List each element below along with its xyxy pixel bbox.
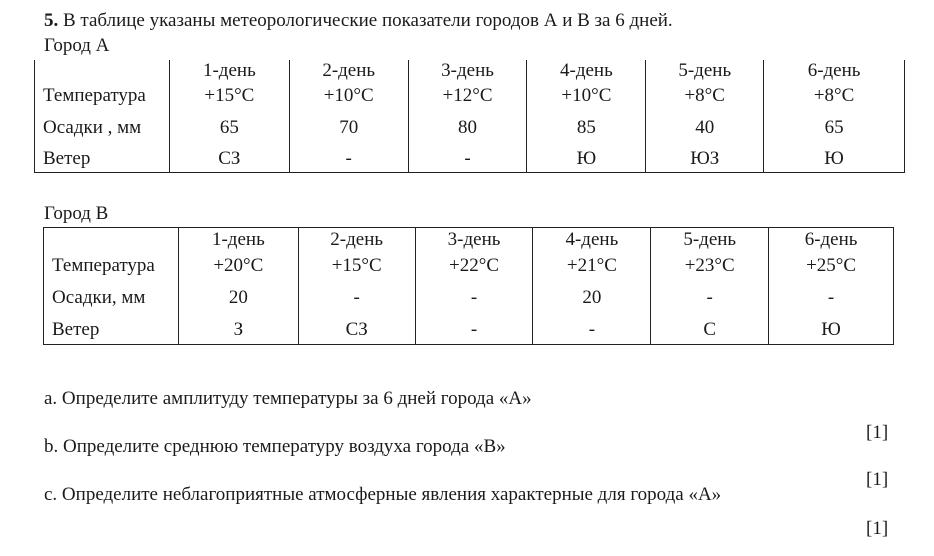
wind-label: Ветер — [35, 146, 170, 173]
temperature-cell: +25°С — [806, 255, 857, 276]
precipitation-cell: - — [651, 280, 769, 316]
table-row — [35, 146, 905, 173]
day-header: 4-день — [527, 60, 646, 82]
day-header: 3-день — [415, 228, 533, 253]
day-header: 6-день — [804, 229, 858, 250]
day-header: 3-день — [408, 60, 527, 82]
precipitation-cell: - — [827, 287, 835, 308]
precipitation-cell: 80 — [408, 110, 527, 146]
precipitation-cell: 65 — [824, 117, 844, 138]
day-header: 5-день — [651, 228, 769, 253]
precipitation-label: Осадки, мм — [44, 280, 179, 316]
precipitation-cell: 65 — [169, 110, 289, 146]
day-header: 4-день — [533, 228, 651, 253]
table-row — [35, 82, 905, 110]
question-b: b. Определите среднюю температуру воздуха города «В» — [44, 436, 506, 457]
temperature-label: Температура — [35, 82, 170, 110]
precipitation-cell: 20 — [178, 280, 298, 316]
day-header: 5-день — [646, 60, 764, 82]
wind-cell: Ю — [824, 148, 844, 169]
temperature-cell: +10°С — [289, 82, 408, 110]
city-a-title: Город А — [44, 35, 110, 56]
wind-cell: ЮЗ — [646, 146, 764, 173]
temperature-cell: +10°С — [527, 82, 646, 110]
precipitation-cell: 20 — [533, 280, 651, 316]
day-header: 1-день — [169, 60, 289, 82]
table-row — [44, 316, 894, 345]
question-c-mark: [1] — [866, 518, 889, 539]
precipitation-cell: 40 — [646, 110, 764, 146]
temperature-cell: +15°С — [298, 252, 415, 280]
precipitation-cell: - — [298, 280, 415, 316]
table-row — [44, 280, 894, 316]
precipitation-label: Осадки , мм — [35, 110, 170, 146]
temperature-cell: +21°С — [533, 252, 651, 280]
wind-cell: - — [533, 316, 651, 345]
city-b-table — [43, 227, 894, 345]
table-row — [35, 60, 905, 82]
wind-label: Ветер — [44, 316, 179, 345]
task-heading — [44, 10, 673, 32]
temperature-cell: +8°С — [646, 82, 764, 110]
temperature-cell: +22°С — [415, 252, 533, 280]
wind-cell: - — [408, 146, 527, 173]
wind-cell: СЗ — [169, 146, 289, 173]
question-c: c. Определите неблагоприятные атмосферные явления характерные для города «А» — [44, 484, 722, 505]
precipitation-cell: 85 — [527, 110, 646, 146]
precipitation-cell: 70 — [289, 110, 408, 146]
task-number: 5. — [44, 10, 59, 31]
wind-cell: Ю — [527, 146, 646, 173]
temperature-cell: +23°С — [651, 252, 769, 280]
wind-cell: Ю — [821, 319, 841, 340]
question-a-mark: [1] — [866, 422, 889, 443]
question-b-mark: [1] — [866, 469, 889, 490]
day-header: 2-день — [298, 228, 415, 253]
wind-cell: СЗ — [298, 316, 415, 345]
day-header: 2-день — [289, 60, 408, 82]
city-b-title: Город В — [44, 203, 109, 224]
temperature-cell: +20°С — [178, 252, 298, 280]
question-a: a. Определите амплитуду температуры за 6 дней города «А» — [44, 388, 532, 409]
city-a-table — [34, 60, 905, 173]
temperature-cell: +15°С — [169, 82, 289, 110]
table-row — [35, 110, 905, 146]
temperature-cell: +12°С — [408, 82, 527, 110]
wind-cell: - — [289, 146, 408, 173]
wind-cell: З — [178, 316, 298, 345]
table-row — [44, 228, 894, 253]
temperature-label: Температура — [44, 252, 179, 280]
table-row — [44, 252, 894, 280]
task-text: В таблице указаны метеорологические показатели городов А и В за 6 дней. — [58, 10, 673, 31]
wind-cell: - — [415, 316, 533, 345]
wind-cell: С — [651, 316, 769, 345]
precipitation-cell: - — [415, 280, 533, 316]
day-header: 6-день — [807, 60, 861, 81]
temperature-cell: +8°С — [813, 85, 855, 106]
day-header: 1-день — [178, 228, 298, 253]
